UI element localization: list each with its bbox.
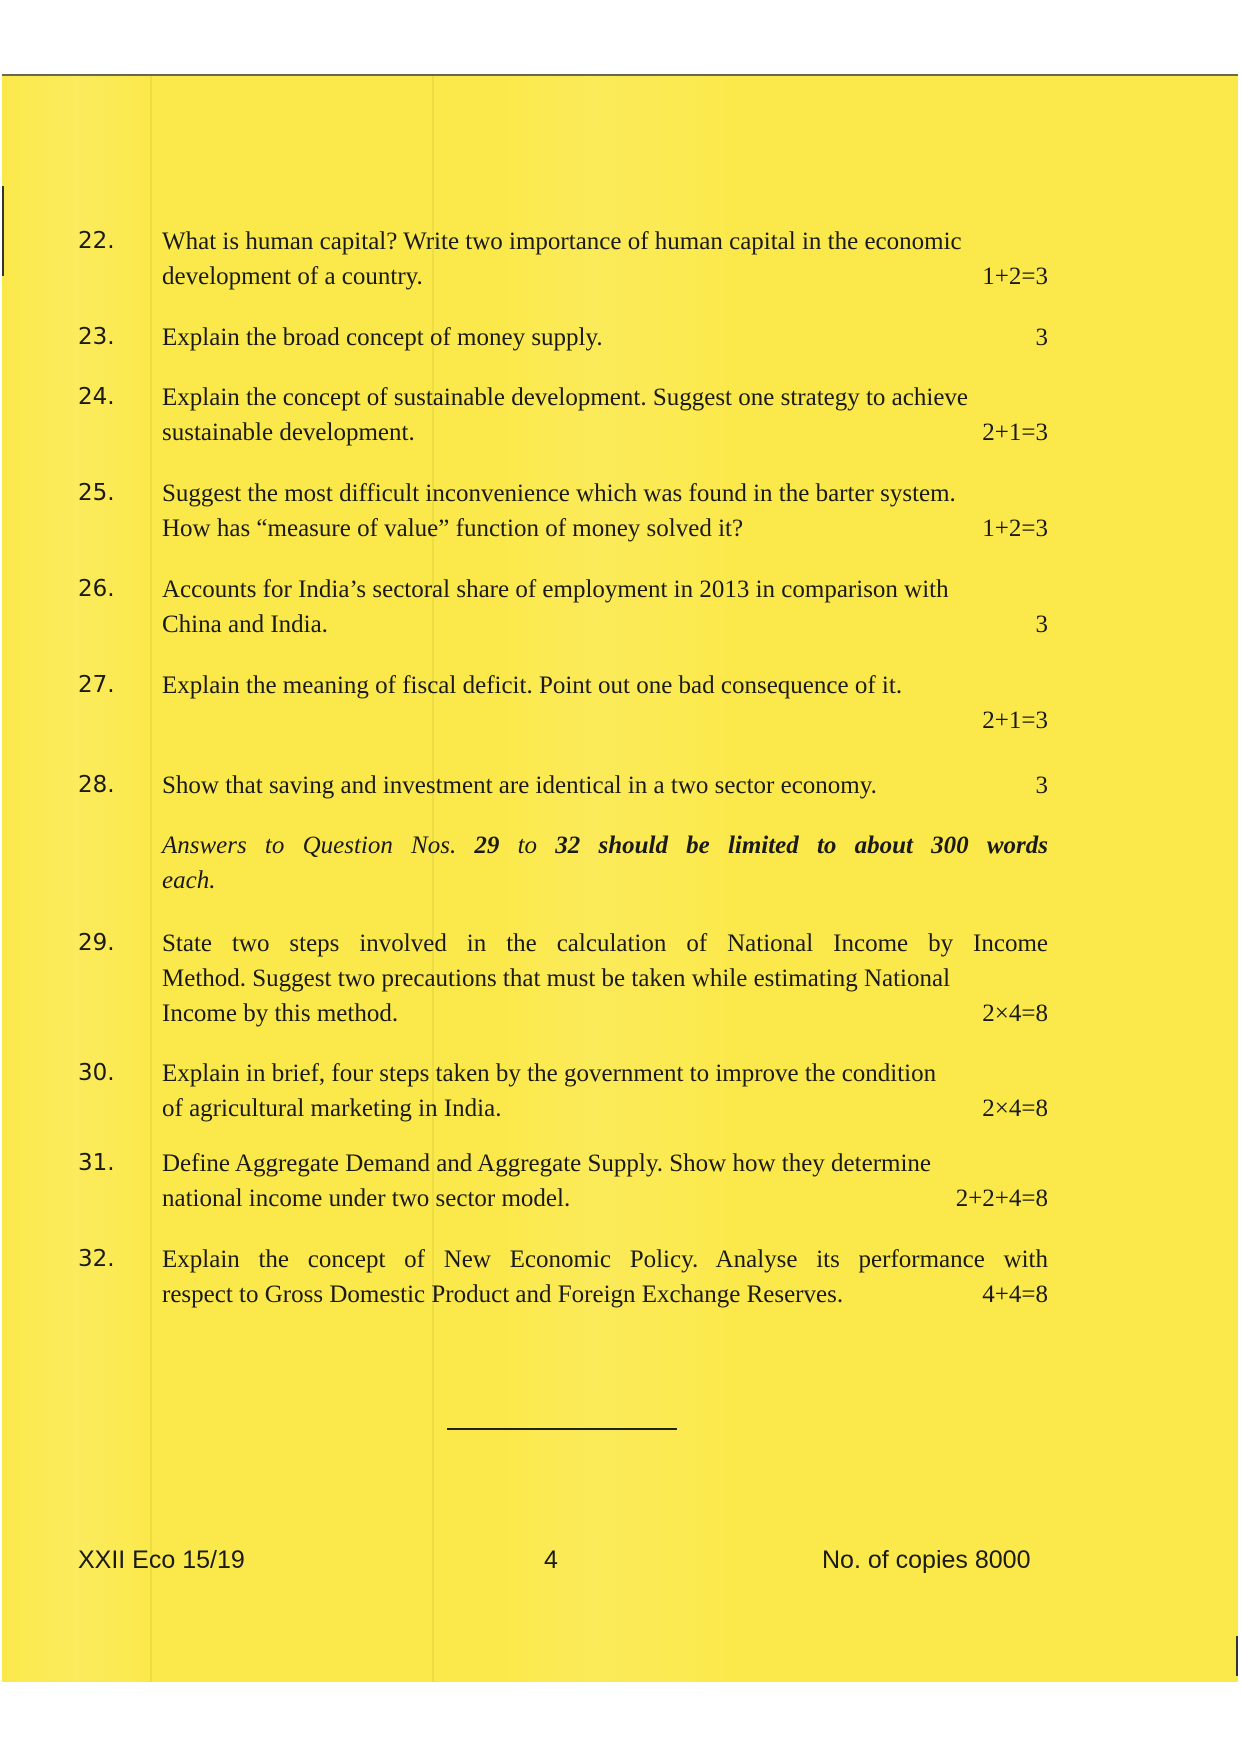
question-marks: 1+2=3 <box>982 263 1048 290</box>
question-line <box>162 1091 1048 1126</box>
question-number: 22. <box>78 228 115 254</box>
question-text <box>162 1242 1048 1312</box>
question-number: 25. <box>78 480 115 506</box>
question-number: 23. <box>78 324 115 350</box>
question-line: Explain the concept of sustainable development. Suggest one strategy to achieve <box>162 384 969 411</box>
instruction-limit: should be limited to about <box>598 832 913 859</box>
question-line-text: sustainable development. <box>162 419 415 446</box>
question-line <box>162 768 1048 803</box>
question-line: Explain the concept of New Economic Policy. Analyse its performance with <box>162 1246 1048 1273</box>
question-line-text: of agricultural marketing in India. <box>162 1095 502 1122</box>
question-line-text: Income by this method. <box>162 1000 399 1027</box>
instruction-words-label: words <box>986 832 1049 859</box>
question-line-text: Explain the broad concept of money supply. <box>162 324 603 351</box>
question-marks: 3 <box>1035 324 1048 351</box>
question-number: 24. <box>78 384 115 410</box>
question-number: 31. <box>78 1150 115 1176</box>
question-line: Explain the meaning of fiscal deficit. Point out one bad consequence of it. <box>162 672 903 699</box>
fold-line <box>150 76 152 1682</box>
question-text <box>162 926 1048 1031</box>
question-number: 28. <box>78 772 115 798</box>
end-divider <box>447 1428 677 1430</box>
question-text <box>162 1146 1048 1216</box>
question-text <box>162 572 1048 642</box>
sheet-edge-right <box>1236 1636 1238 1676</box>
question-line: Explain in brief, four steps taken by the government to improve the condition <box>162 1060 937 1087</box>
instruction-to-word: to <box>517 832 538 859</box>
question-text <box>162 476 1048 546</box>
question-text <box>162 668 1048 738</box>
question-marks: 4+4=8 <box>982 1281 1048 1308</box>
question-line-text: respect to Gross Domestic Product and Foreign Exchange Reserves. <box>162 1281 844 1308</box>
question-marks: 1+2=3 <box>982 515 1048 542</box>
instruction-prefix: Answers to Question Nos. <box>162 832 457 859</box>
question-marks: 2+1=3 <box>982 707 1048 734</box>
question-line <box>162 996 1048 1031</box>
question-text <box>162 320 1048 355</box>
question-number: 32. <box>78 1246 115 1272</box>
question-line-text: How has “measure of value” function of money solved it? <box>162 515 744 542</box>
question-text <box>162 1056 1048 1126</box>
question-line: What is human capital? Write two importance of human capital in the economic <box>162 228 962 255</box>
question-marks: 2×4=8 <box>982 1000 1048 1027</box>
question-number: 27. <box>78 672 115 698</box>
question-line: Accounts for India’s sectoral share of employment in 2013 in comparison with <box>162 576 949 603</box>
question-line <box>162 259 1048 294</box>
sheet-edge-left <box>2 186 4 276</box>
question-marks: 2+2+4=8 <box>955 1185 1048 1212</box>
question-line: Define Aggregate Demand and Aggregate Supply. Show how they determine <box>162 1150 932 1177</box>
instruction-line: each. <box>162 867 216 894</box>
instruction-to: 32 <box>555 832 581 859</box>
question-line <box>162 607 1048 642</box>
question-text <box>162 224 1048 294</box>
instruction-from: 29 <box>474 832 500 859</box>
question-line <box>162 415 1048 450</box>
question-text <box>162 768 1048 803</box>
question-number: 29. <box>78 930 115 956</box>
footer-copies: No. of copies 8000 <box>822 1546 1031 1574</box>
question-line-text: development of a country. <box>162 263 423 290</box>
question-line: Suggest the most difficult inconvenience which was found in the barter system. <box>162 480 956 507</box>
question-line <box>162 1277 1048 1312</box>
instruction-line <box>162 828 1048 863</box>
question-line <box>162 320 1048 355</box>
instruction-text <box>162 828 1048 898</box>
question-marks: 2+1=3 <box>982 419 1048 446</box>
question-number: 26. <box>78 576 115 602</box>
question-line: State two steps involved in the calculation of National Income by Income <box>162 930 1048 957</box>
question-line <box>162 1181 1048 1216</box>
question-text <box>162 380 1048 450</box>
question-line-text: national income under two sector model. <box>162 1185 571 1212</box>
question-line-text: China and India. <box>162 611 328 638</box>
question-marks: 3 <box>1035 611 1048 638</box>
question-line: Method. Suggest two precautions that must be taken while estimating National <box>162 965 951 992</box>
question-number: 30. <box>78 1060 115 1086</box>
question-line <box>162 511 1048 546</box>
instruction-words: 300 <box>931 832 969 859</box>
footer-page-number: 4 <box>544 1546 558 1574</box>
question-marks: 2×4=8 <box>982 1095 1048 1122</box>
question-marks: 3 <box>1035 772 1048 799</box>
footer-code: XXII Eco 15/19 <box>78 1546 245 1574</box>
question-line-text: Show that saving and investment are identical in a two sector economy. <box>162 772 877 799</box>
